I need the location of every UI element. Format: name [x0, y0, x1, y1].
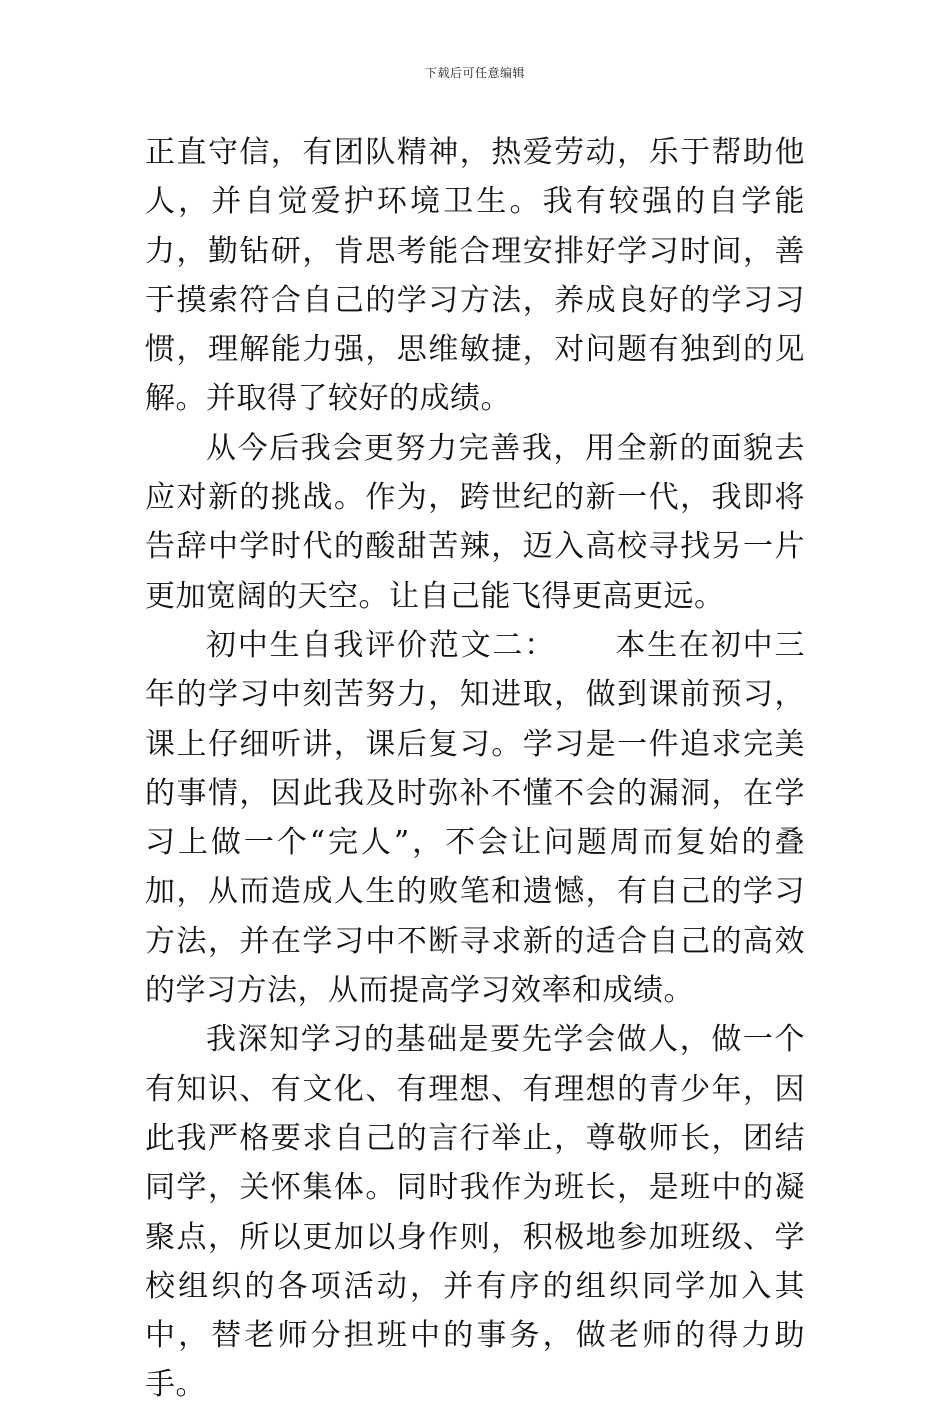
paragraph-future-outlook: 从今后我会更努力完善我，用全新的面貌去应对新的挑战。作为，跨世纪的新一代，我即将告辞中学时代的酸甜苦辣，迈入高校寻找另一片更加宽阔的天空。让自己能飞得更高更远。 — [145, 430, 805, 614]
sample-two-title: 初中生自我评价范文二： — [206, 627, 557, 663]
paragraph-continuation: 正直守信，有团队精神，热爱劳动，乐于帮助他人，并自觉爱护环境卫生。我有较强的自学能力，勤钻研，肯思考能合理安排好学习时间，善于摸索符合自己的学习方法，养成良好的学习习惯，理解能力强，思维敏捷，对问题有独到的见解。并取得了较好的成绩。 — [145, 135, 805, 417]
sample-two-text: 本生在初中三年的学习中刻苦努力，知进取，做到课前预习，课上仔细听讲，课后复习。学习是一件追求完美的事情，因此我及时弥补不懂不会的漏洞，在学习上做一个“完人”，不会让问题周而复始的叠加，从而造成人生的败笔和遗憾，有自己的学习方法，并在学习中不断寻求新的适合自己的高效的学习方法，从而提高学习效率和成绩。 — [145, 627, 806, 1009]
document-body — [145, 128, 805, 1410]
paragraph-conduct: 我深知学习的基础是要先学会做人，做一个有知识、有文化、有理想、有理想的青少年，因此我严格要求自己的言行举止，尊敬师长，团结同学，关怀集体。同时我作为班长，是班中的凝聚点，所以更加以身作则，积极地参加班级、学校组织的各项活动，并有序的组织同学加入其中，替老师分担班中的事务，做老师的得力助手。 — [145, 1022, 805, 1403]
paragraph-sample-two — [145, 621, 805, 1015]
page-header: 下载后可任意编辑 — [424, 66, 525, 80]
